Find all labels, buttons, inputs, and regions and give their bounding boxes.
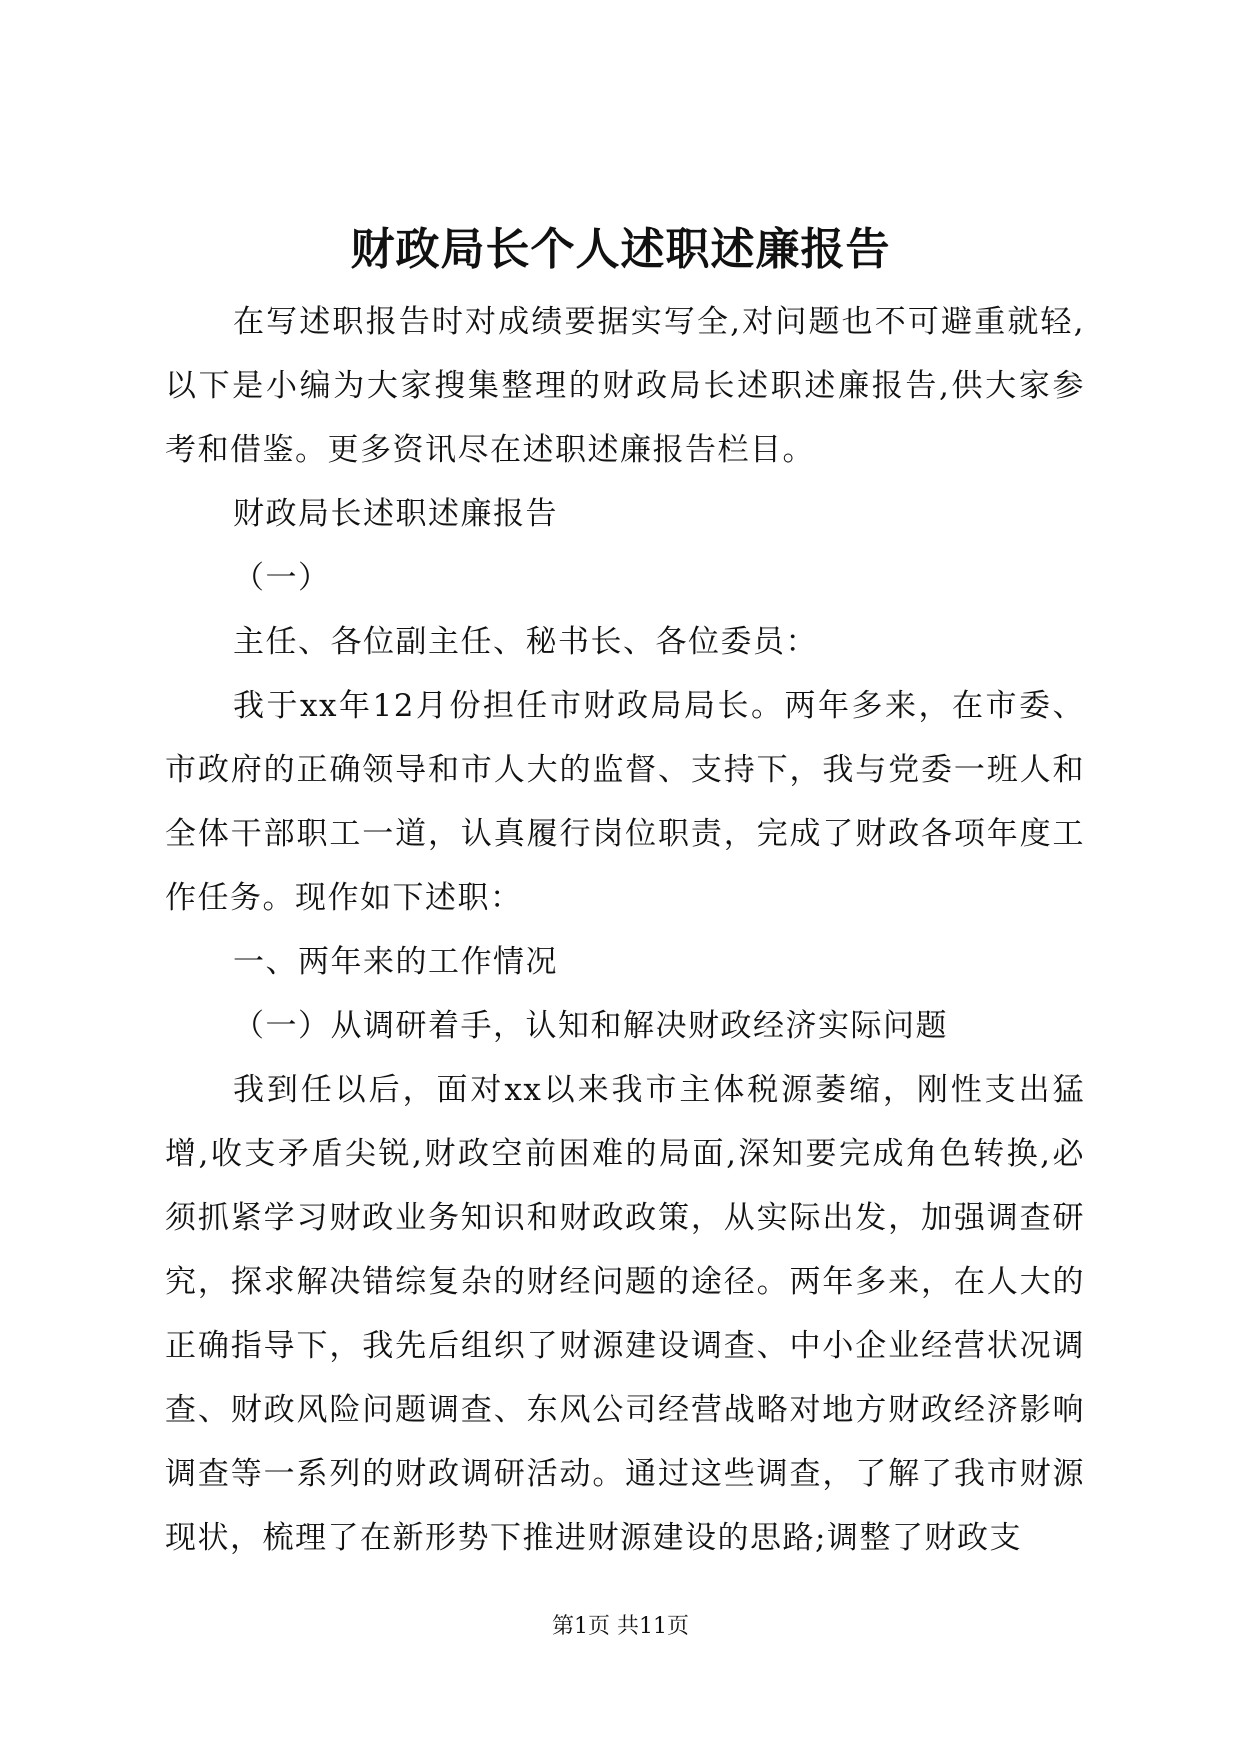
body-paragraph: 我到任以后，面对xx以来我市主体税源萎缩，刚性支出猛增,收支矛盾尖锐,财政空前困难的局面,深知要完成角色转换,必须抓紧学习财政业务知识和财政政策，从实际出发，加强调查研究，探求解决错综复杂的财经问题的途径。两年多来，在人大的正确指导下，我先后组织了财源建设调查、中小企业经营状况调查、财政风险问题调查、东风公司经营战略对地方财政经济影响调查等一系列的财政调研活动。通过这些调查，了解了我市财源现状，梳理了在新形势下推进财源建设的思路;调整了财政支 bbox=[165, 1072, 1085, 1556]
section-number: （一） bbox=[233, 560, 331, 596]
salutation: 主任、各位副主任、秘书长、各位委员： bbox=[233, 624, 818, 660]
report-heading: 财政局长述职述廉报告 bbox=[233, 496, 558, 532]
document-body bbox=[165, 290, 1085, 1570]
page-footer: 第1页 共11页 bbox=[552, 1614, 689, 1639]
subsection-heading: （一）从调研着手，认知和解决财政经济实际问题 bbox=[233, 1008, 948, 1044]
intro-paragraph: 在写述职报告时对成绩要据实写全,对问题也不可避重就轻,以下是小编为大家搜集整理的财政局长述职述廉报告,供大家参考和借鉴。更多资讯尽在述职述廉报告栏目。 bbox=[165, 304, 1085, 468]
section-heading: 一、两年来的工作情况 bbox=[233, 944, 558, 980]
document-title: 财政局长个人述职述廉报告 bbox=[350, 224, 891, 275]
opening-paragraph: 我于xx年12月份担任市财政局局长。两年多来，在市委、市政府的正确领导和市人大的监督、支持下，我与党委一班人和全体干部职工一道，认真履行岗位职责，完成了财政各项年度工作任务。现作如下述职： bbox=[165, 688, 1085, 916]
